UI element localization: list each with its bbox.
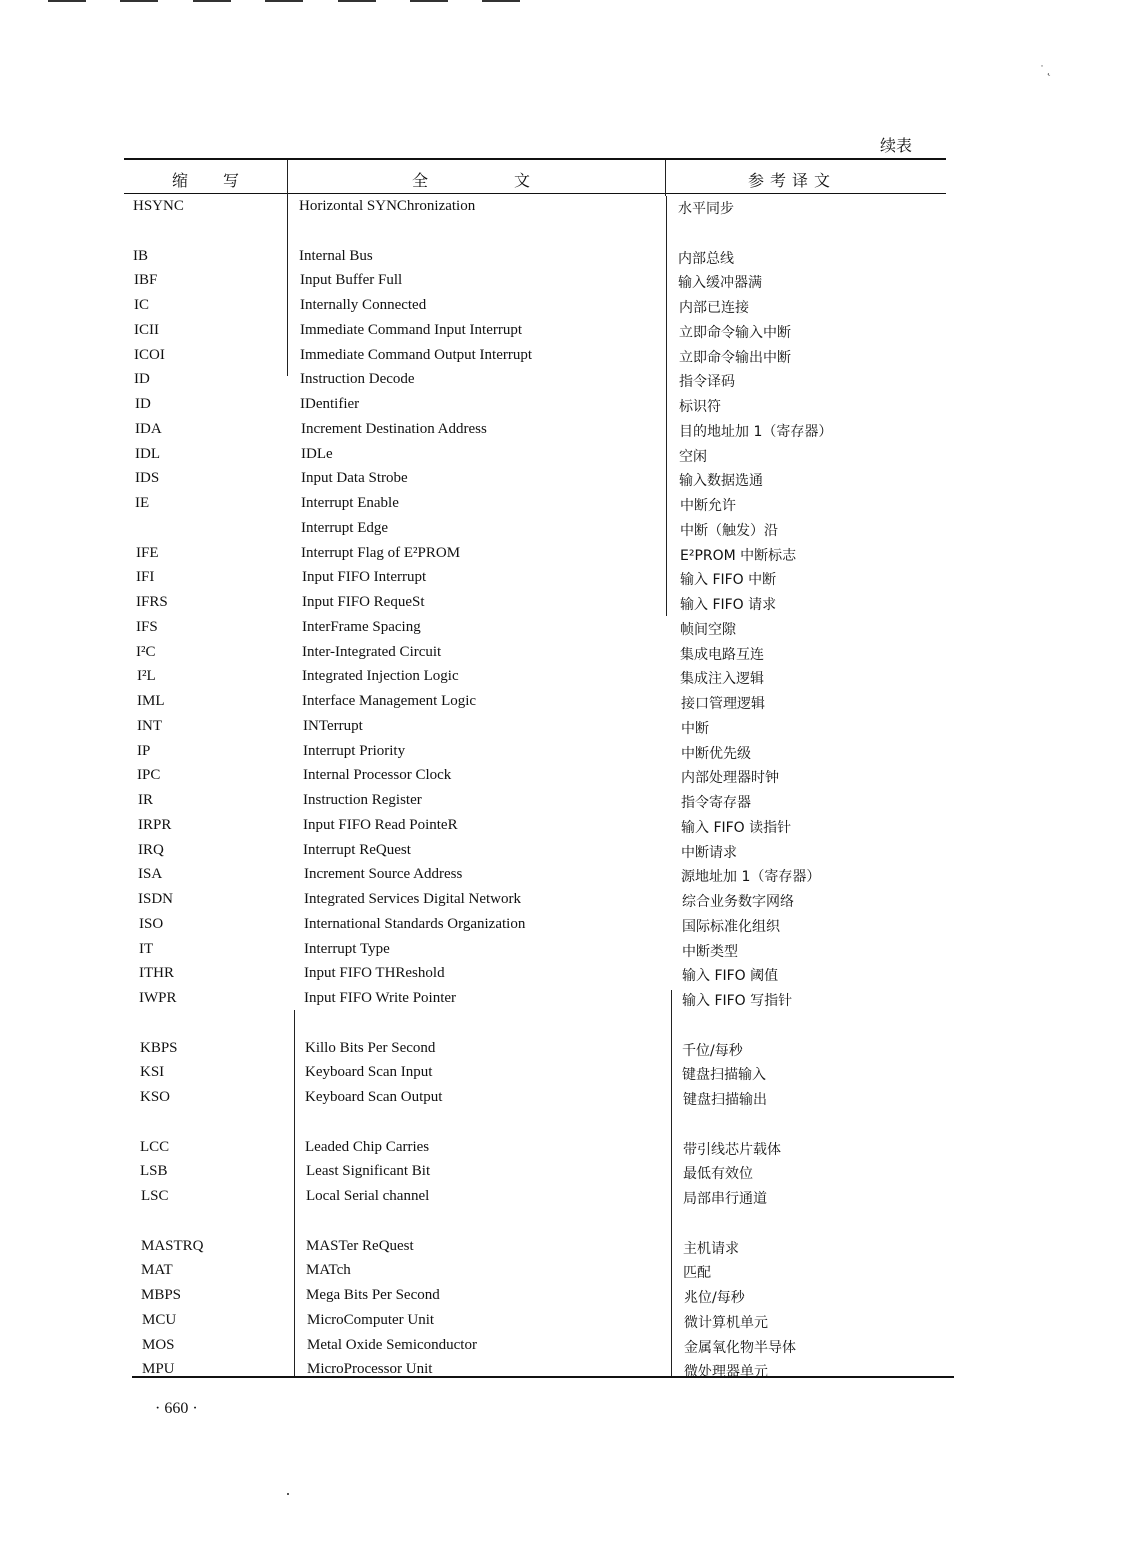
full-text-cell: Interrupt Enable bbox=[301, 495, 399, 511]
translation-cell: 微计算机单元 bbox=[684, 1315, 768, 1331]
scan-artifact bbox=[338, 0, 376, 2]
full-text-cell: Leaded Chip Carries bbox=[305, 1139, 430, 1155]
scan-artifact bbox=[193, 0, 231, 2]
translation-cell: 输入数据选通 bbox=[679, 473, 763, 489]
translation-cell: 接口管理逻辑 bbox=[681, 696, 765, 712]
full-text-cell: InterFrame Spacing bbox=[302, 619, 421, 635]
full-text-cell: Input FIFO Read PointeR bbox=[303, 817, 458, 833]
translation-cell: 兆位/每秒 bbox=[684, 1290, 745, 1306]
translation-cell: 中断请求 bbox=[681, 845, 737, 861]
abbreviation-cell: IC bbox=[134, 297, 149, 313]
abbreviation-cell: IR bbox=[138, 792, 153, 808]
abbreviation-cell: IBF bbox=[134, 272, 158, 288]
abbreviation-cell: KSI bbox=[140, 1064, 165, 1080]
translation-cell: 局部串行通道 bbox=[683, 1191, 767, 1207]
continued-label: 续表 bbox=[880, 138, 913, 155]
abbreviation-cell: MPU bbox=[142, 1361, 175, 1377]
translation-cell: 带引线芯片载体 bbox=[683, 1142, 781, 1158]
abbreviation-cell: ICOI bbox=[134, 347, 165, 363]
translation-cell: 微处理器单元 bbox=[684, 1364, 768, 1380]
full-text-cell: Keyboard Scan Output bbox=[305, 1089, 443, 1105]
translation-cell: 中断 bbox=[681, 721, 709, 737]
full-text-cell: Instruction Register bbox=[303, 792, 422, 808]
abbreviation-cell: HSYNC bbox=[133, 198, 184, 214]
full-text-cell: Increment Destination Address bbox=[301, 421, 487, 437]
full-text-cell: Internal Bus bbox=[299, 248, 373, 264]
translation-cell: 标识符 bbox=[679, 399, 721, 415]
full-text-cell: Local Serial channel bbox=[306, 1188, 430, 1204]
translation-cell: 最低有效位 bbox=[683, 1166, 753, 1182]
full-text-cell: Horizontal SYNChronization bbox=[299, 198, 476, 214]
translation-cell: 键盘扫描输入 bbox=[682, 1067, 766, 1083]
translation-cell: 目的地址加 1（寄存器） bbox=[679, 424, 833, 440]
translation-cell: 源地址加 1（寄存器） bbox=[681, 869, 821, 885]
abbreviation-cell: IPC bbox=[137, 767, 161, 783]
translation-cell: 中断（触发）沿 bbox=[680, 523, 778, 539]
full-text-cell: IDentifier bbox=[300, 396, 360, 412]
translation-cell: 输入 FIFO 请求 bbox=[680, 597, 777, 613]
column-divider bbox=[287, 160, 288, 196]
translation-cell: 输入 FIFO 写指针 bbox=[682, 993, 793, 1009]
full-text-cell: Input FIFO RequeSt bbox=[302, 594, 425, 610]
full-text-cell: Least Significant Bit bbox=[306, 1163, 431, 1179]
translation-cell: 匹配 bbox=[683, 1265, 711, 1281]
abbreviation-cell: IDA bbox=[135, 421, 162, 437]
translation-cell: 输入缓冲器满 bbox=[678, 275, 762, 291]
abbreviation-cell: IFI bbox=[136, 569, 155, 585]
abbreviation-cell: ISDN bbox=[138, 891, 174, 907]
full-text-cell: Interface Management Logic bbox=[302, 693, 477, 709]
translation-cell: 中断优先级 bbox=[681, 746, 751, 762]
abbreviation-cell: IB bbox=[133, 248, 148, 264]
full-text-cell: Immediate Command Output Interrupt bbox=[300, 347, 533, 363]
abbreviation-cell: IDL bbox=[135, 446, 160, 462]
full-text-cell: Keyboard Scan Input bbox=[305, 1064, 433, 1080]
translation-cell: 国际标准化组织 bbox=[682, 919, 780, 935]
column-divider bbox=[671, 990, 672, 1376]
abbreviation-cell: MCU bbox=[142, 1312, 177, 1328]
scan-artifact bbox=[265, 0, 303, 2]
translation-cell: 空闲 bbox=[679, 449, 707, 465]
abbreviation-cell: IE bbox=[135, 495, 150, 511]
abbreviation-cell: MAT bbox=[141, 1262, 173, 1278]
abbreviation-cell: IDS bbox=[135, 470, 160, 486]
translation-cell: 千位/每秒 bbox=[682, 1043, 743, 1059]
abbreviation-cell: ID bbox=[134, 371, 150, 387]
abbreviation-cell: KSO bbox=[140, 1089, 171, 1105]
full-text-cell: Interrupt Edge bbox=[301, 520, 389, 536]
abbreviation-cell: MASTRQ bbox=[141, 1238, 204, 1254]
scan-artifact bbox=[120, 0, 158, 2]
translation-cell: 中断类型 bbox=[682, 944, 738, 960]
abbreviation-cell: IFS bbox=[136, 619, 158, 635]
full-text-cell: Input FIFO Interrupt bbox=[302, 569, 427, 585]
translation-cell: 指令译码 bbox=[679, 374, 735, 390]
translation-cell: 键盘扫描输出 bbox=[683, 1092, 767, 1108]
abbreviation-cell: IRQ bbox=[138, 842, 164, 858]
full-text-cell: Input Data Strobe bbox=[301, 470, 408, 486]
full-text-cell: MicroComputer Unit bbox=[307, 1312, 435, 1328]
translation-cell: 立即命令输出中断 bbox=[679, 350, 791, 366]
abbreviation-cell: I²L bbox=[137, 668, 156, 684]
full-text-cell: MicroProcessor Unit bbox=[307, 1361, 433, 1377]
full-text-cell: Instruction Decode bbox=[300, 371, 415, 387]
abbreviation-cell: ISA bbox=[138, 866, 163, 882]
translation-cell: 水平同步 bbox=[678, 201, 734, 217]
abbreviation-cell: IRPR bbox=[138, 817, 172, 833]
column-divider bbox=[665, 160, 666, 196]
scan-artifact: ˙ ˛ bbox=[1040, 62, 1051, 76]
full-text-cell: Increment Source Address bbox=[304, 866, 463, 882]
full-text-cell: Interrupt Flag of E²PROM bbox=[301, 545, 461, 561]
full-text-cell: INTerrupt bbox=[303, 718, 363, 734]
abbreviation-cell: ISO bbox=[139, 916, 164, 932]
abbreviation-cell: IP bbox=[137, 743, 151, 759]
full-text-cell: MASTer ReQuest bbox=[306, 1238, 414, 1254]
translation-cell: 综合业务数字网络 bbox=[682, 894, 794, 910]
abbreviation-cell: MBPS bbox=[141, 1287, 182, 1303]
full-text-cell: Interrupt ReQuest bbox=[303, 842, 411, 858]
full-text-cell: Internal Processor Clock bbox=[303, 767, 452, 783]
translation-cell: 指令寄存器 bbox=[681, 795, 751, 811]
full-text-cell: Integrated Services Digital Network bbox=[304, 891, 522, 907]
translation-cell: 金属氧化物半导体 bbox=[684, 1340, 796, 1356]
translation-cell: 中断允许 bbox=[680, 498, 736, 514]
translation-cell: 输入 FIFO 读指针 bbox=[681, 820, 792, 836]
abbreviation-cell: ICII bbox=[134, 322, 159, 338]
translation-cell: 内部处理器时钟 bbox=[681, 770, 779, 786]
scan-artifact bbox=[48, 0, 86, 2]
full-text-cell: Internally Connected bbox=[300, 297, 427, 313]
full-text-cell: Input FIFO Write Pointer bbox=[304, 990, 457, 1006]
translation-cell: 输入 FIFO 阈值 bbox=[682, 968, 779, 984]
translation-cell: E²PROM 中断标志 bbox=[680, 548, 797, 564]
abbreviation-cell: IWPR bbox=[139, 990, 177, 1006]
abbreviation-cell: ITHR bbox=[139, 965, 174, 981]
translation-cell: 内部总线 bbox=[678, 251, 734, 267]
full-text-cell: IDLe bbox=[301, 446, 333, 462]
abbreviation-cell: LSB bbox=[140, 1163, 168, 1179]
translation-cell: 主机请求 bbox=[683, 1241, 739, 1257]
abbreviation-cell: ID bbox=[135, 396, 151, 412]
full-text-cell: Metal Oxide Semiconductor bbox=[307, 1337, 477, 1353]
abbreviation-cell: MOS bbox=[142, 1337, 175, 1353]
abbreviation-cell: KBPS bbox=[140, 1040, 178, 1056]
abbreviation-cell: LSC bbox=[141, 1188, 169, 1204]
translation-cell: 立即命令输入中断 bbox=[679, 325, 791, 341]
translation-cell: 集成注入逻辑 bbox=[680, 671, 764, 687]
column-divider bbox=[287, 196, 288, 376]
abbreviation-cell: IML bbox=[137, 693, 165, 709]
table-header-rule bbox=[124, 193, 946, 194]
header-abbreviation: 缩 写 bbox=[172, 173, 241, 190]
full-text-cell: MATch bbox=[306, 1262, 351, 1278]
header-translation: 参 考 译 文 bbox=[748, 173, 832, 190]
full-text-cell: Immediate Command Input Interrupt bbox=[300, 322, 523, 338]
column-divider bbox=[666, 196, 667, 616]
full-text-cell: Mega Bits Per Second bbox=[306, 1287, 440, 1303]
scan-artifact bbox=[482, 0, 520, 2]
full-text-cell: Inter-Integrated Circuit bbox=[302, 644, 442, 660]
translation-cell: 帧间空隙 bbox=[680, 622, 736, 638]
full-text-cell: Input FIFO THReshold bbox=[304, 965, 445, 981]
table-bottom-rule bbox=[132, 1376, 954, 1378]
page-number: · 660 · bbox=[155, 1400, 198, 1417]
full-text-cell: Integrated Injection Logic bbox=[302, 668, 459, 684]
column-divider bbox=[294, 1010, 295, 1376]
table-top-rule bbox=[124, 158, 946, 160]
scan-artifact bbox=[287, 1493, 289, 1495]
abbreviation-cell: I²C bbox=[136, 644, 156, 660]
abbreviation-cell: IFE bbox=[136, 545, 159, 561]
abbreviation-cell: INT bbox=[137, 718, 162, 734]
translation-cell: 集成电路互连 bbox=[680, 647, 764, 663]
scan-artifact bbox=[410, 0, 448, 2]
full-text-cell: Killo Bits Per Second bbox=[305, 1040, 436, 1056]
full-text-cell: International Standards Organization bbox=[304, 916, 526, 932]
abbreviation-cell: IFRS bbox=[136, 594, 168, 610]
full-text-cell: Interrupt Type bbox=[304, 941, 390, 957]
full-text-cell: Interrupt Priority bbox=[303, 743, 406, 759]
translation-cell: 输入 FIFO 中断 bbox=[680, 572, 777, 588]
translation-cell: 内部已连接 bbox=[679, 300, 749, 316]
full-text-cell: Input Buffer Full bbox=[300, 272, 403, 288]
header-full-text: 全 文 bbox=[412, 173, 532, 190]
abbreviation-cell: LCC bbox=[140, 1139, 170, 1155]
abbreviation-cell: IT bbox=[139, 941, 154, 957]
